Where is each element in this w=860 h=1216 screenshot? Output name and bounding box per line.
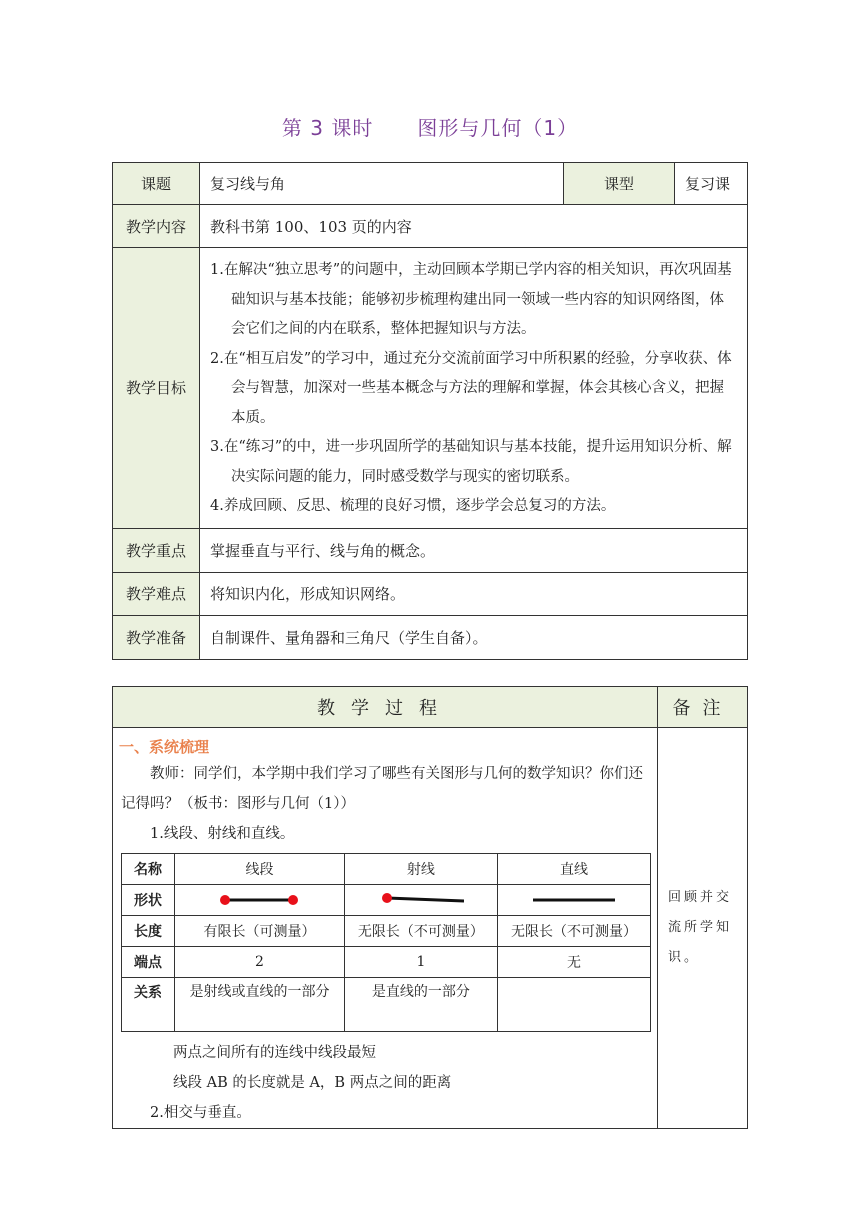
length-segment: 有限长（可测量） [175,916,345,947]
segment-figure [216,893,302,907]
shape-ray [344,885,497,916]
notes-cell [658,728,748,1129]
goal-item: 2.在“相互启发”的学习中，通过充分交流前面学习中所积累的经验，分享收获、体会与智慧，加深对一些基本概念与方法的理解和掌握，体会其核心含义，把握本质。 [210,350,732,426]
topic-value: 复习线与角 [200,163,564,205]
relation-segment: 是射线或直线的一部分 [175,978,345,1032]
endpoint-segment: 2 [175,947,345,978]
intro-text: 教师：同学们，本学期中我们学习了哪些有关图形与几何的数学知识？你们还记得吗？（板书：图形与几何（1）） [121,766,643,812]
name-segment: 线段 [175,854,345,885]
name-ray: 射线 [344,854,497,885]
prep-value: 自制课件、量角器和三角尺（学生自备）。 [200,615,748,659]
endpoint-ray: 1 [344,947,497,978]
difficulty-value: 将知识内化，形成知识网络。 [200,572,748,615]
ray-figure [378,893,464,907]
relation-ray: 是直线的一部分 [344,978,497,1032]
item-lines: 1.线段、射线和直线。 [150,826,295,842]
line-figure [531,893,617,907]
relation-header: 关系 [122,978,175,1032]
page-title [0,112,860,141]
topic-label: 课题 [113,163,200,205]
item-intersect: 2.相交与垂直。 [150,1105,251,1121]
endpoint-dot [288,895,298,905]
endpoint-dot [382,893,392,903]
length-line: 无限长（不可测量） [497,916,650,947]
type-label: 课型 [564,163,675,205]
length-ray: 无限长（不可测量） [344,916,497,947]
length-header: 长度 [122,916,175,947]
type-value: 复习课 [675,163,748,205]
key-value: 掌握垂直与平行、线与角的概念。 [200,528,748,572]
notes-text: 回顾并交流所学知识。 [668,890,733,965]
content-value: 教科书第 100、103 页的内容 [200,205,748,248]
goals-label: 教学目标 [113,248,200,529]
goal-item: 4.养成回顾、反思、梳理的良好习惯，逐步学会总复习的方法。 [210,498,616,514]
key-label: 教学重点 [113,528,200,572]
lesson-info-table [112,162,748,660]
process-content [113,728,658,1129]
teaching-process-table [112,686,748,1129]
prep-label: 教学准备 [113,615,200,659]
name-line: 直线 [497,854,650,885]
goal-item: 3.在“练习”的中，进一步巩固所学的基础知识与基本技能，提升运用知识分析、解决实际问题的能力，同时感受数学与现实的密切联系。 [210,439,732,485]
fact-shortest: 两点之间所有的连线中线段最短 [173,1045,376,1061]
endpoint-dot [220,895,230,905]
content-label: 教学内容 [113,205,200,248]
lesson-number: 第 3 课时 [281,116,374,140]
section-title: 一、系统梳理 [119,738,210,756]
shape-line [497,885,650,916]
endpoint-header: 端点 [122,947,175,978]
notes-header: 备注 [658,687,748,728]
ray-line [387,898,464,901]
goals-cell [200,248,748,529]
process-header: 教学过程 [113,687,658,728]
shape-header: 形状 [122,885,175,916]
difficulty-label: 教学难点 [113,572,200,615]
goal-item: 1.在解决“独立思考”的问题中，主动回顾本学期已学内容的相关知识，再次巩固基础知识与基本技能；能够初步梳理构建出同一领域一些内容的知识网络图，体会它们之间的内在联系，整体把握知识与方法。 [210,262,732,337]
shape-segment [175,885,345,916]
endpoint-line: 无 [497,947,650,978]
name-header: 名称 [122,854,175,885]
relation-line [497,978,650,1032]
lines-comparison-table [121,853,651,1032]
fact-distance: 线段 AB 的长度就是 A，B 两点之间的距离 [173,1075,452,1091]
goals-list [200,248,747,528]
lesson-title: 图形与几何（1） [417,116,579,140]
